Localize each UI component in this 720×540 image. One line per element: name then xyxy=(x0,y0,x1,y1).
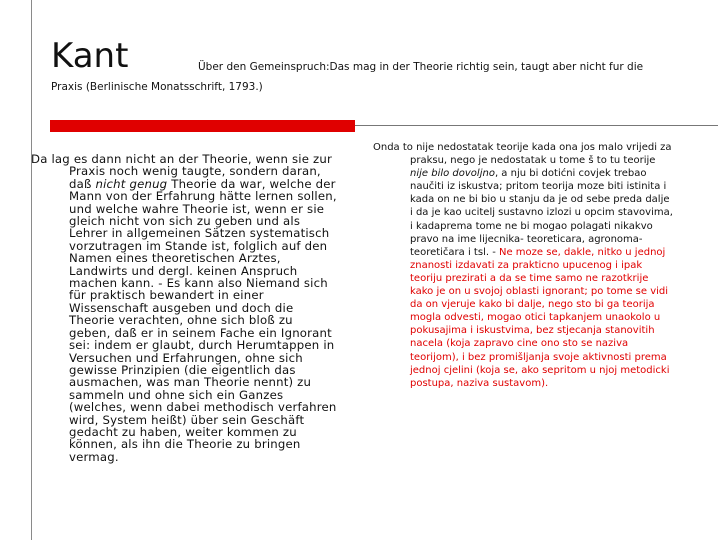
croatian-text-emphasis: nije bilo dovoljno xyxy=(410,168,495,180)
german-text-emphasis: nicht genug xyxy=(95,176,168,191)
subtitle-line-2: Praxis (Berlinische Monatsschrift, 1793.) xyxy=(51,81,263,93)
german-text-part1: Da lag es dann nicht an der Theorie, wenn sie zur Praxis noch wenig taugte, sondern daran, daß xyxy=(31,152,332,191)
croatian-text-part1: Onda to nije nedostatak teorije kada ona jos malo vrijedi za praksu, nego je nedostatak u tome š to tu teorije xyxy=(373,142,672,167)
subtitle-line-1: Über den Gemeinspruch:Das mag in der Theorie richtig sein, taugt aber nicht fur die xyxy=(198,61,644,73)
croatian-text-highlighted: Ne moze se, dakle, nitko u jednoj znanosti izdavati za prakticno upucenog i ipak teoriju prezirati a da se time samo ne razotkrije kako je on u svojoj oblasti ignorant; po tome se vidi da on vjeruje kako bi dalje, nego sto bi ga teorija mogla odvesti, mogao otici tapkanjem unaokolo u pokusajima i iskustvima, bez stjecanja stanovitih nacela (koja zapravo cine ono sto se naziva teorijom), i bez promišljanja svoje aktivnosti prema jednoj cjelini (koja se, ako sepritom u njoj metodicki postupa, naziva sustavom). xyxy=(410,246,670,389)
title-divider xyxy=(50,120,718,132)
slide-left-border xyxy=(0,0,32,540)
slide-title: Kant xyxy=(51,36,129,76)
german-paragraph xyxy=(31,153,337,463)
croatian-text-part2: , a nju bi dotićni covjek trebao naučiti iz iskustva; pritom teorija moze biti istinita i kada on ne bi bio u stanju da je od sebe preda dalje i da je kao ucitelj sustavno izlozi u opcim stavovima, i kadaprema tome ne bi mogao polagati nikakvo pravo na ime lijecnika- teoreticara, agronoma-teoretičara i tsl. - xyxy=(410,168,673,258)
croatian-text-column xyxy=(373,141,673,390)
german-text-part2: Theorie da war, welche der Mann von der Erfahrung hätte lernen sollen, und welche wahre Theorie ist, wenn er sie gleich nicht von sich zu geben und als Lehrer in allgemeinen Sätzen systematisch vorzutragen im Stande ist, folglich auf den Namen eines theoretischen Arztes, Landwirts und dergl. keinen Anspruch machen kann. - Es kann also Niemand sich für praktisch bewandert in einer Wissenschaft ausgeben und doch die Theorie verachten, ohne sich bloß zu geben, daß er in seinem Fache ein Ignorant sei: indem er glaubt, durch Herumtappen in Versuchen und Erfahrungen, ohne sich gewisse Prinzipien (die eigentlich das ausmachen, was man Theorie nennt) zu sammeln und ohne sich ein Ganzes (welches, wenn dabei methodisch verfahren wird, System heißt) über sein Geschäft gedacht zu haben, weiter kommen zu können, als ihn die Theorie zu bringen vermag. xyxy=(69,176,337,464)
croatian-paragraph xyxy=(373,141,673,390)
divider-gray-line xyxy=(355,125,718,126)
divider-red-bar xyxy=(50,120,355,132)
german-text-column xyxy=(31,153,337,463)
